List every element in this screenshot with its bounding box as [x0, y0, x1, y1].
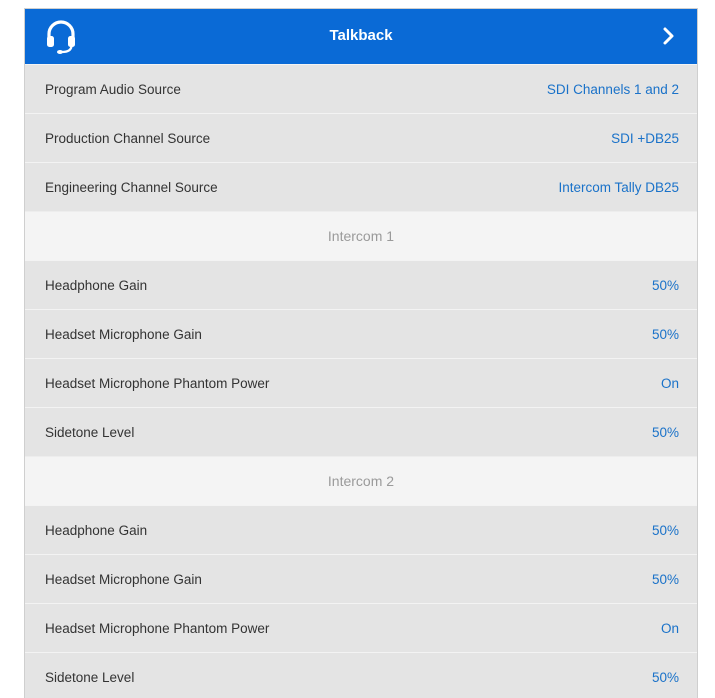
setting-row-engineering-channel-source[interactable]: [25, 162, 697, 211]
talkback-header: [25, 9, 697, 64]
setting-row-program-audio-source[interactable]: [25, 64, 697, 113]
setting-label: Headset Microphone Gain: [45, 571, 202, 587]
setting-value[interactable]: 50%: [651, 277, 679, 293]
setting-label: Program Audio Source: [45, 81, 181, 97]
setting-value[interactable]: On: [660, 375, 679, 391]
setting-value[interactable]: 50%: [651, 571, 679, 587]
setting-row-intercom2-headphone-gain[interactable]: [25, 505, 697, 554]
talkback-settings-panel: [24, 8, 698, 698]
setting-label: Sidetone Level: [45, 669, 135, 685]
section-header-intercom-2: Intercom 2: [25, 456, 697, 505]
setting-label: Headset Microphone Gain: [45, 326, 202, 342]
setting-value[interactable]: SDI Channels 1 and 2: [546, 81, 679, 97]
setting-row-intercom2-sidetone-level[interactable]: [25, 652, 697, 698]
setting-label: Production Channel Source: [45, 130, 211, 146]
setting-label: Headset Microphone Phantom Power: [45, 375, 270, 391]
setting-row-intercom2-phantom-power[interactable]: [25, 603, 697, 652]
setting-label: Sidetone Level: [45, 424, 135, 440]
setting-value[interactable]: Intercom Tally DB25: [558, 179, 679, 195]
setting-value[interactable]: 50%: [651, 669, 679, 685]
setting-value[interactable]: 50%: [651, 326, 679, 342]
setting-row-intercom2-headset-mic-gain[interactable]: [25, 554, 697, 603]
page-title: Talkback: [329, 27, 393, 44]
setting-value[interactable]: On: [660, 620, 679, 636]
setting-value[interactable]: SDI +DB25: [611, 130, 679, 146]
setting-label: Headphone Gain: [45, 522, 148, 538]
setting-value[interactable]: 50%: [651, 522, 679, 538]
setting-label: Headphone Gain: [45, 277, 148, 293]
setting-label: Headset Microphone Phantom Power: [45, 620, 270, 636]
setting-row-intercom1-headphone-gain[interactable]: [25, 260, 697, 309]
section-header-intercom-1: Intercom 1: [25, 211, 697, 260]
setting-row-production-channel-source[interactable]: [25, 113, 697, 162]
headset-icon: [45, 19, 77, 55]
setting-row-intercom1-phantom-power[interactable]: [25, 358, 697, 407]
chevron-right-icon[interactable]: [659, 21, 679, 51]
setting-label: Engineering Channel Source: [45, 179, 218, 195]
setting-value[interactable]: 50%: [651, 424, 679, 440]
setting-row-intercom1-sidetone-level[interactable]: [25, 407, 697, 456]
setting-row-intercom1-headset-mic-gain[interactable]: [25, 309, 697, 358]
